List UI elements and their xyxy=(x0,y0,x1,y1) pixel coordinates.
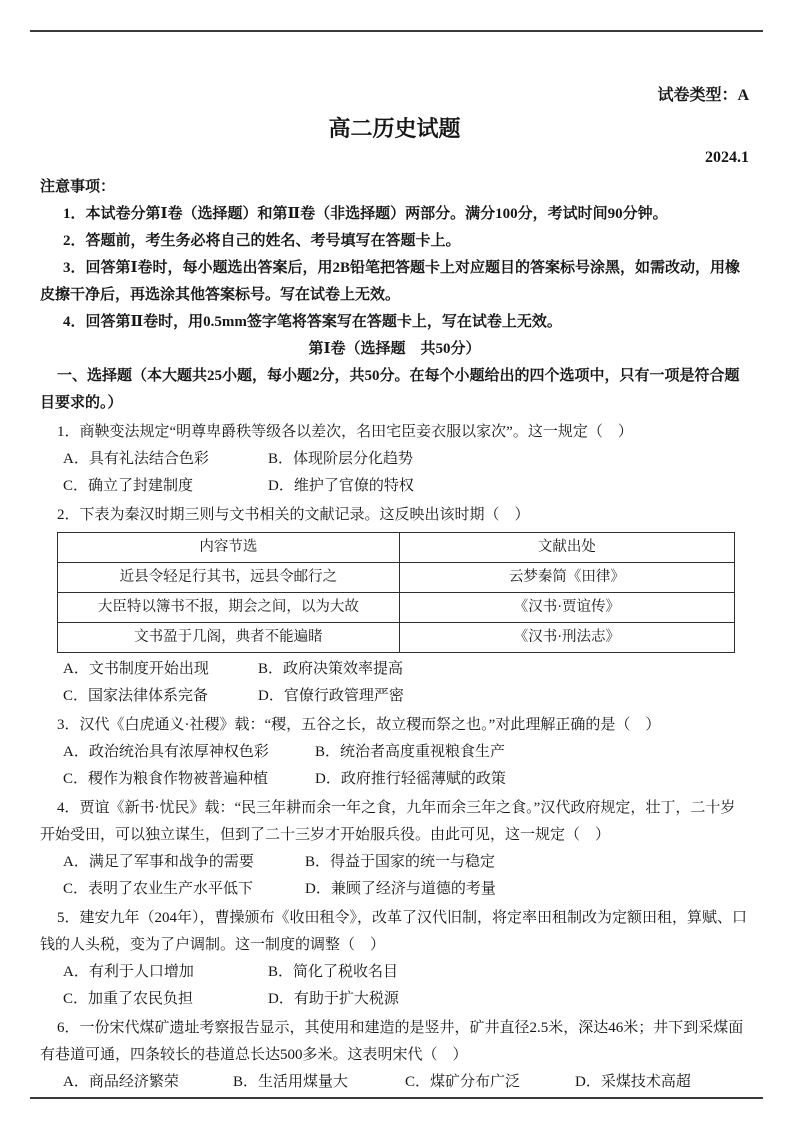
page-bottom-edge-line xyxy=(30,1097,763,1099)
section-instructions: 一、选择题（本大题共25小题，每小题2分，共50分。在每个小题给出的四个选项中，只有一项是符合题目要求的。） xyxy=(40,367,740,411)
question-6-stem: 6．一份宋代煤矿遗址考察报告显示，其使用和建造的是竖井，矿井直径2.5米，深达46米；井下到采煤面有巷道可通，四条较长的巷道总长达500多米。这表明宋代（ ） xyxy=(40,1019,744,1063)
table-cell: 云梦秦简《田律》 xyxy=(399,562,734,592)
question-3-stem: 3．汉代《白虎通义·社稷》载：“稷，五谷之长，故立稷而祭之也。”对此理解正确的是（ ） xyxy=(57,716,661,733)
question-2-stem: 2．下表为秦汉时期三则与文书相关的文献记录。这反映出该时期（ ） xyxy=(57,506,530,523)
question-6-option-d: D．采煤技术高超 xyxy=(575,1073,691,1090)
notices-heading: 注意事项： xyxy=(40,178,116,195)
notice-item-1: 1．本试卷分第Ⅰ卷（选择题）和第Ⅱ卷（非选择题）两部分。满分100分，考试时间90分钟。 xyxy=(63,205,668,222)
question-2-option-a: A．文书制度开始出现 xyxy=(63,660,209,677)
question-3 xyxy=(40,712,749,793)
question-6-option-c: C．煤矿分布广泛 xyxy=(405,1073,521,1090)
question-5-option-c: C．加重了农民负担 xyxy=(63,990,194,1007)
question-2-options xyxy=(40,656,749,710)
table-cell: 《汉书·刑法志》 xyxy=(399,622,734,652)
question-5-option-d: D．有助于扩大税源 xyxy=(268,990,399,1007)
question-1-option-b: B．体现阶层分化趋势 xyxy=(268,450,414,467)
notice-item-2: 2．答题前，考生务必将自己的姓名、考号填写在答题卡上。 xyxy=(63,232,461,249)
question-2 xyxy=(40,502,749,710)
question-6 xyxy=(40,1015,749,1096)
question-2-option-c: C．国家法律体系完备 xyxy=(63,687,209,704)
question-5 xyxy=(40,905,749,1013)
question-5-options xyxy=(40,959,749,1013)
question-4-option-b: B．得益于国家的统一与稳定 xyxy=(305,853,496,870)
question-6-option-b: B．生活用煤量大 xyxy=(233,1073,349,1090)
question-4-option-d: D．兼顾了经济与道德的考量 xyxy=(305,880,496,897)
question-6-options xyxy=(40,1069,749,1096)
table-cell: 大臣特以簿书不报，期会之间，以为大故 xyxy=(58,592,400,622)
question-5-stem: 5．建安九年（204年），曹操颁布《收田租令》，改革了汉代旧制，将定率田租制改为定额田租，算赋、口钱的人头税，变为了户调制。这一制度的调整（ ） xyxy=(40,909,748,953)
question-1-options xyxy=(40,446,749,500)
question-3-option-c: C．稷作为粮食作物被普遍种植 xyxy=(63,770,269,787)
question-1 xyxy=(40,419,749,500)
notice-item-4: 4．回答第Ⅱ卷时，用0.5mm签字笔将答案写在答题卡上，写在试卷上无效。 xyxy=(63,313,562,330)
paper-type-label: 试卷类型：A xyxy=(657,87,749,104)
page-top-edge-line xyxy=(30,30,763,32)
volume-title: 第Ⅰ卷（选择题 共50分） xyxy=(308,340,481,357)
question-4-option-c: C．表明了农业生产水平低下 xyxy=(63,880,254,897)
table-cell: 文书盈于几阁，典者不能遍睹 xyxy=(58,622,400,652)
table-row xyxy=(58,562,735,592)
question-1-option-d: D．维护了官僚的特权 xyxy=(268,477,414,494)
table-header-cell-content: 内容节选 xyxy=(58,532,400,562)
exam-date: 2024.1 xyxy=(705,148,749,166)
question-5-option-b: B．简化了税收名目 xyxy=(268,963,399,980)
question-4 xyxy=(40,795,749,903)
question-1-stem: 1．商鞅变法规定“明尊卑爵秩等级各以差次，名田宅臣妾衣服以家次”。这一规定（ ） xyxy=(57,423,633,440)
question-3-option-d: D．政府推行轻徭薄赋的政策 xyxy=(315,770,506,787)
notice-item-3: 3．回答第Ⅰ卷时，每小题选出答案后，用2B铅笔把答题卡上对应题目的答案标号涂黑，如需改动，用橡皮擦干净后，再选涂其他答案标号。写在试卷上无效。 xyxy=(40,259,741,303)
question-6-option-a: A．商品经济繁荣 xyxy=(63,1073,179,1090)
question-1-option-c: C．确立了封建制度 xyxy=(63,477,194,494)
question-2-option-d: D．官僚行政管理严密 xyxy=(258,687,404,704)
question-2-table xyxy=(57,532,735,653)
question-5-option-a: A．有利于人口增加 xyxy=(63,963,194,980)
question-4-option-a: A．满足了军事和战争的需要 xyxy=(63,853,254,870)
question-4-options xyxy=(40,849,749,903)
question-3-option-a: A．政治统治具有浓厚神权色彩 xyxy=(63,743,269,760)
question-1-option-a: A．具有礼法结合色彩 xyxy=(63,450,209,467)
table-cell: 近县令轻足行其书，远县令邮行之 xyxy=(58,562,400,592)
notices-section xyxy=(40,174,749,336)
table-header-cell-source: 文献出处 xyxy=(399,532,734,562)
question-2-option-b: B．政府决策效率提高 xyxy=(258,660,404,677)
exam-title: 高二历史试题 xyxy=(328,116,461,141)
table-row xyxy=(58,622,735,652)
table-header-row xyxy=(58,532,735,562)
table-row xyxy=(58,592,735,622)
question-4-stem: 4．贾谊《新书·忧民》载：“民三年耕而余一年之食，九年而余三年之食。”汉代政府规定，壮丁，二十岁开始受田，可以独立谋生，但到了二十三岁才开始服兵役。由此可见，这一规定（ ） xyxy=(40,799,736,843)
table-cell: 《汉书·贾谊传》 xyxy=(399,592,734,622)
question-3-option-b: B．统治者高度重视粮食生产 xyxy=(315,743,506,760)
question-3-options xyxy=(40,739,749,793)
